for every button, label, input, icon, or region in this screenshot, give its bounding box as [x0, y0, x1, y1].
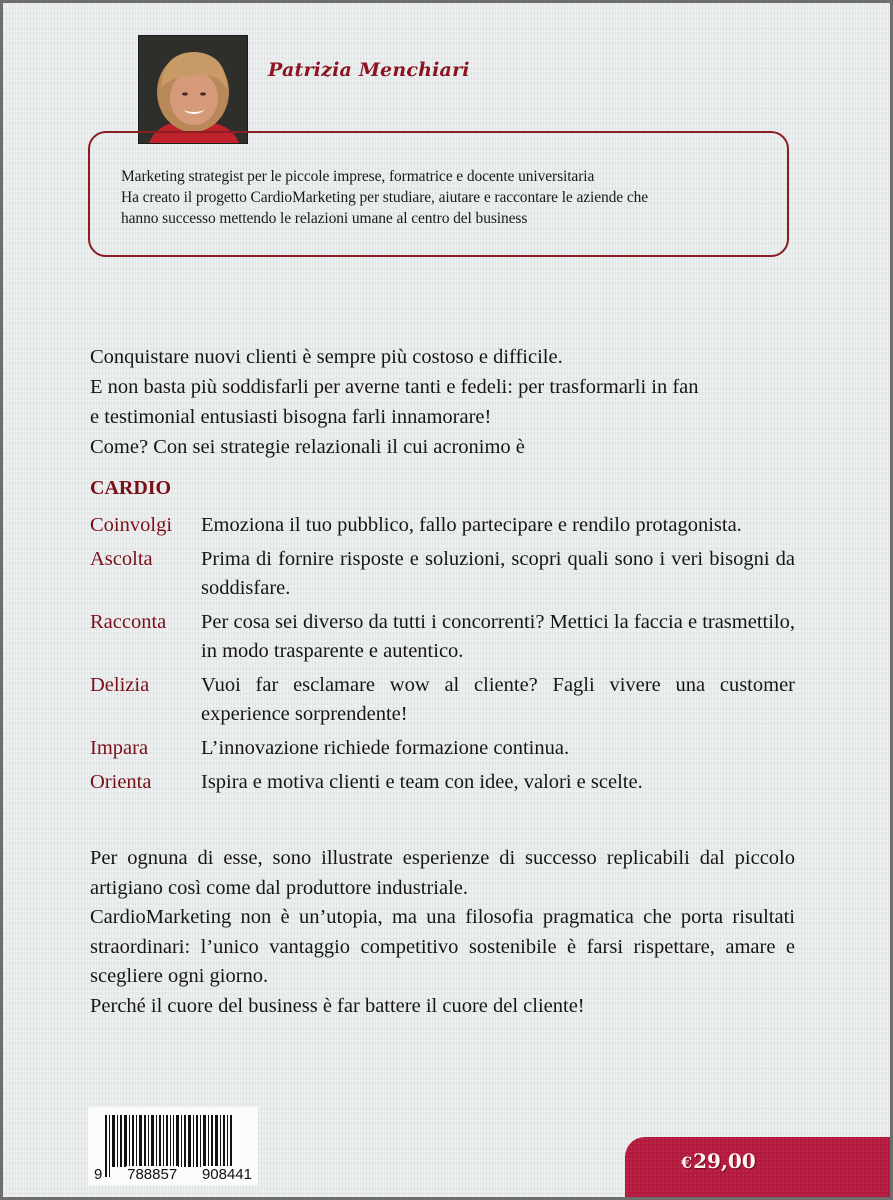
bio-line: Marketing strategist per le piccole imprese, formatrice e docente universitaria: [121, 168, 595, 185]
acronym-item: [90, 671, 795, 729]
acronym-term: Ascolta: [90, 548, 153, 570]
isbn-digits: [93, 1166, 253, 1183]
price-label: [681, 1149, 756, 1173]
acronym-item: [90, 545, 795, 603]
intro-line: Come? Con sei strategie relazionali il cui acronimo è: [90, 436, 525, 458]
acronym-description: Per cosa sei diverso da tutti i concorrenti? Mettici la faccia e trasmettilo, in modo trasparente e autentico.: [201, 611, 795, 662]
outro-paragraph: Perché il cuore del business è far battere il cuore del cliente!: [90, 994, 585, 1017]
acronym-item: [90, 511, 795, 540]
author-photo: [138, 35, 248, 144]
acronym-term: Racconta: [90, 611, 167, 633]
author-portrait-icon: [139, 36, 247, 143]
acronym-term: Delizia: [90, 674, 150, 696]
isbn-digit-group: 788857: [127, 1166, 178, 1183]
acronym-item: [90, 608, 795, 666]
isbn-digit-group: 9: [94, 1166, 103, 1183]
isbn-barcode: [88, 1107, 258, 1185]
isbn-digit-group: 908441: [201, 1166, 252, 1183]
bio-line: hanno successo mettendo le relazioni umane al centro del business: [121, 210, 528, 227]
intro-text: [90, 342, 800, 462]
author-bio: [121, 166, 781, 229]
outro-paragraph: CardioMarketing non è un’utopia, ma una filosofia pragmatica che porta risultati straordinari: l’unico vantaggio competitivo sostenibile è farsi rispettare, amare e scegliere ogni giorno.: [90, 906, 795, 988]
outro-paragraph: Per ognuna di esse, sono illustrate esperienze di successo replicabili dal piccolo artigiano così come dal produttore industriale.: [90, 847, 795, 899]
acronym-term: Impara: [90, 737, 149, 759]
outro-text: [90, 844, 795, 1022]
currency-symbol: €: [681, 1153, 693, 1172]
author-name: Patrizia Menchiari: [268, 59, 470, 81]
acronym-description: Vuoi far esclamare wow al cliente? Fagli vivere una customer experience sorprendente!: [201, 674, 795, 725]
bio-line: Ha creato il progetto CardioMarketing per studiare, aiutare e raccontare le aziende che: [121, 189, 649, 206]
acronym-description: L’innovazione richiede formazione continua.: [201, 737, 570, 759]
acronym-title: CARDIO: [90, 477, 172, 499]
intro-line: Conquistare nuovi clienti è sempre più costoso e difficile.: [90, 346, 563, 368]
price-tab: [625, 1137, 890, 1197]
acronym-term: Coinvolgi: [90, 514, 173, 536]
acronym-item: [90, 734, 795, 763]
intro-line: E non basta più soddisfarli per averne tanti e fedeli: per trasformarli in fan: [90, 376, 699, 398]
acronym-item: [90, 768, 795, 797]
price-amount: 29,00: [693, 1149, 756, 1173]
intro-line: e testimonial entusiasti bisogna farli innamorare!: [90, 406, 492, 428]
acronym-term: Orienta: [90, 771, 152, 793]
acronym-description: Ispira e motiva clienti e team con idee, valori e scelte.: [201, 771, 643, 793]
back-cover: [3, 3, 890, 1197]
acronym-description: Emoziona il tuo pubblico, fallo partecipare e rendilo protagonista.: [201, 514, 742, 536]
acronym-list: [90, 511, 795, 802]
acronym-description: Prima di fornire risposte e soluzioni, scopri quali sono i veri bisogni da soddisfare.: [201, 548, 795, 599]
